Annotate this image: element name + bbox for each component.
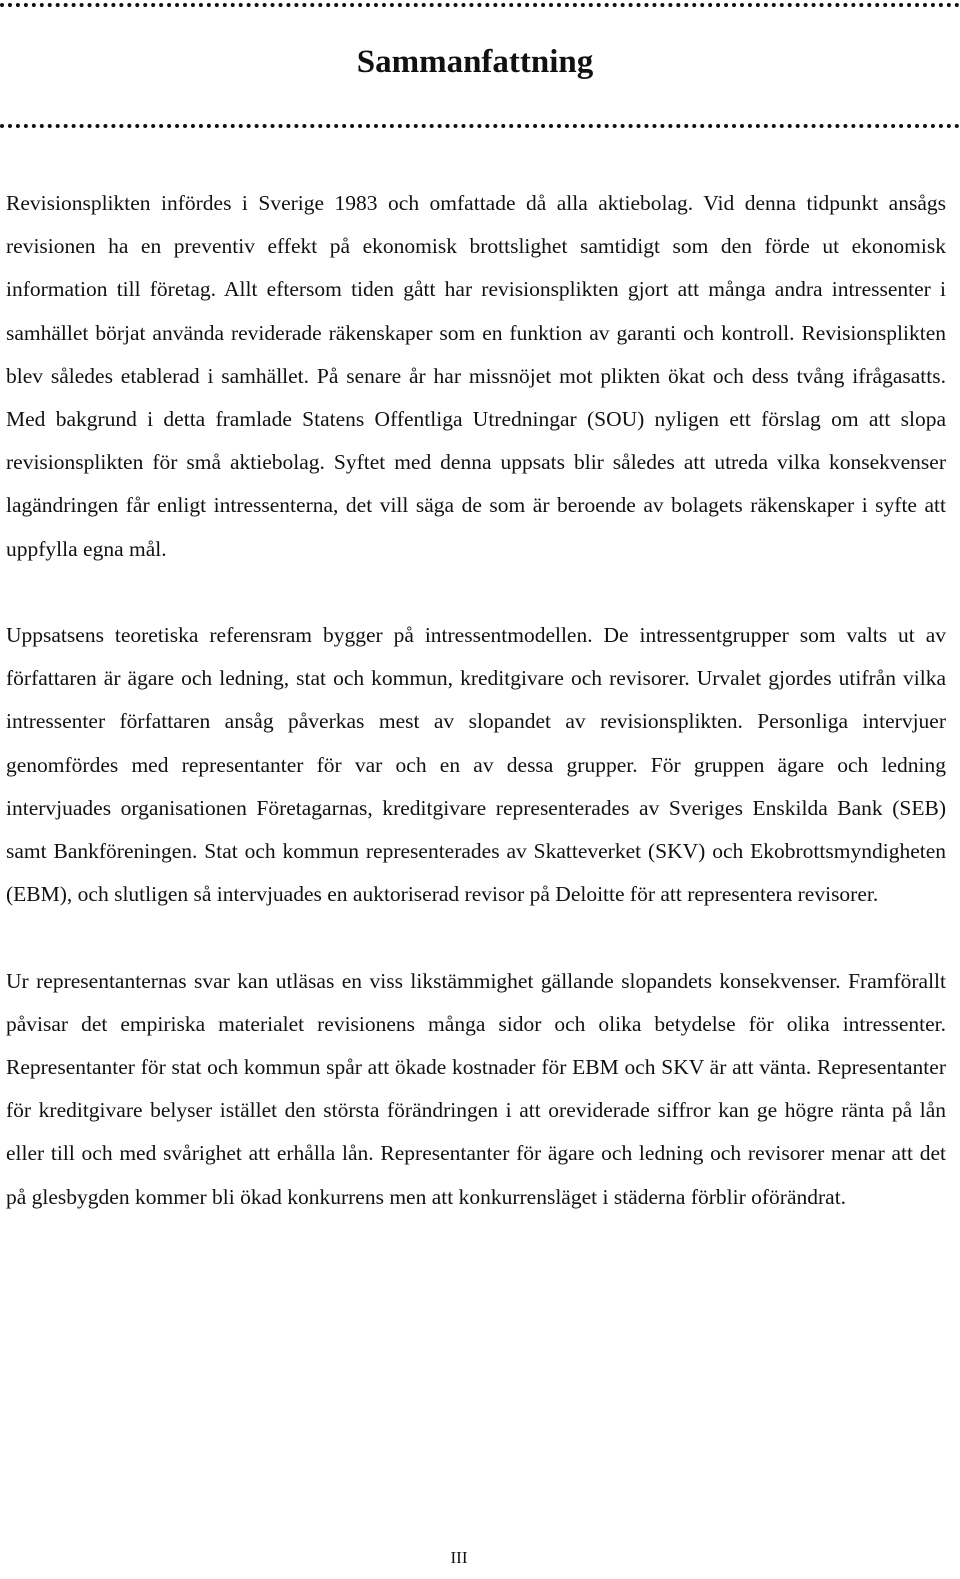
page-title: Sammanfattning (356, 44, 594, 80)
summary-paragraph-2: Uppsatsens teoretiska referensram bygger på intressentmodellen. De intressentgrupper som valts ut av författaren är ägare och ledning, stat och kommun, kreditgivare och revisorer. Urvalet gjordes utifrån vilka intressenter författaren ansåg påverkas mest av slopandet av revisionsplikten. Personliga intervjuer genomfördes med representanter för var och en av dessa grupper. För gruppen ägare och ledning intervjuades organisationen Företagarnas, kreditgivare representerades av Sveriges Enskilda Bank (SEB) samt Bankföreningen. Stat och kommun representerades av Skatteverket (SKV) och Ekobrottsmyndigheten (EBM), och slutligen så intervjuades en auktoriserad revisor på Deloitte för att representera revisorer. (6, 623, 946, 907)
top-dotted-rule (0, 3, 960, 7)
summary-paragraph-3: Ur representanternas svar kan utläsas en viss likstämmighet gällande slopandets konsekvenser. Framförallt påvisar det empiriska materialet revisionens många sidor och olika betydelse för olika intressenter. Representanter för stat och kommun spår att ökade kostnader för EBM och SKV är att vänta. Representanter för kreditgivare belyser istället den största förändringen i att oreviderade siffror kan ge högre ränta på lån eller till och med svårighet att erhålla lån. Representanter för ägare och ledning och revisorer menar att det på glesbygden kommer bli ökad konkurrens men att konkurrensläget i städerna förblir oförändrat. (6, 968, 946, 1209)
title-dotted-rule (0, 124, 960, 128)
page-number: III (450, 1548, 468, 1567)
summary-paragraph-1: Revisionsplikten infördes i Sverige 1983 och omfattade då alla aktiebolag. Vid denna tidpunkt ansågs revisionen ha en preventiv effekt på ekonomisk brottslighet samtidigt som den förde ut ekonomisk information till företag. Allt eftersom tiden gått har revisionsplikten gjort att många andra intressenter i samhället börjat använda reviderade räkenskaper som en funktion av garanti och kontroll. Revisionsplikten blev således etablerad i samhället. På senare år har missnöjet mot plikten ökat och dess tvång ifrågasatts. Med bakgrund i detta framlade Statens Offentliga Utredningar (SOU) nyligen ett förslag om att slopa revisionsplikten för små aktiebolag. Syftet med denna uppsats blir således att utreda vilka konsekvenser lagändringen får enligt intressenterna, det vill säga de som är beroende av bolagets räkenskaper i syfte att uppfylla egna mål. (6, 191, 946, 561)
summary-body (6, 182, 946, 1262)
